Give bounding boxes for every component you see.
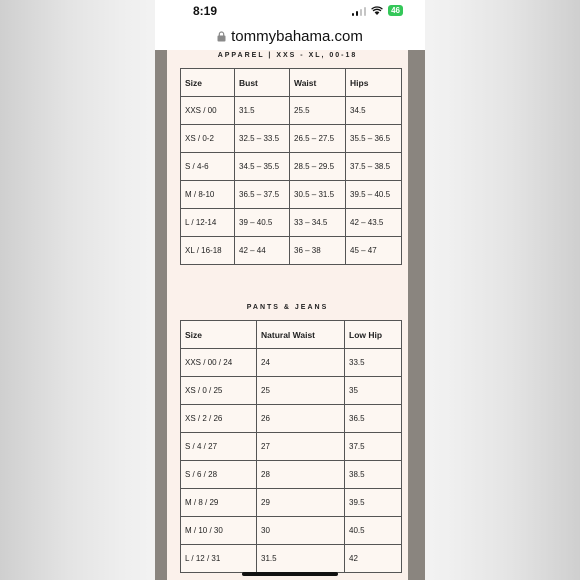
- table-cell: S / 6 / 28: [181, 461, 257, 489]
- table-cell: 37.5: [345, 433, 402, 461]
- table-cell: 36 – 38: [290, 237, 346, 265]
- table-cell: 28: [257, 461, 345, 489]
- table-cell: 30: [257, 517, 345, 545]
- status-icons: [352, 5, 403, 16]
- table-cell: 35.5 – 36.5: [346, 125, 402, 153]
- header-bust: Bust: [235, 69, 290, 97]
- header-natural-waist: Natural Waist: [257, 321, 345, 349]
- table-cell: 25: [257, 377, 345, 405]
- table-row: [181, 545, 402, 573]
- table-row: [181, 377, 402, 405]
- table-cell: 35: [345, 377, 402, 405]
- page-content[interactable]: [155, 50, 425, 580]
- table-cell: XS / 0-2: [181, 125, 235, 153]
- table-cell: XXS / 00 / 24: [181, 349, 257, 377]
- header-size: Size: [181, 69, 235, 97]
- table-cell: 31.5: [235, 97, 290, 125]
- table-cell: 34.5: [346, 97, 402, 125]
- table-cell: 38.5: [345, 461, 402, 489]
- table-cell: M / 8 / 29: [181, 489, 257, 517]
- address-bar[interactable]: [155, 22, 425, 50]
- table-cell: XXS / 00: [181, 97, 235, 125]
- table-cell: XL / 16-18: [181, 237, 235, 265]
- table-cell: 34.5 – 35.5: [235, 153, 290, 181]
- table-cell: 39 – 40.5: [235, 209, 290, 237]
- table-cell: L / 12-14: [181, 209, 235, 237]
- table-cell: 42 – 44: [235, 237, 290, 265]
- table-cell: 33.5: [345, 349, 402, 377]
- table-cell: 39.5 – 40.5: [346, 181, 402, 209]
- table-cell: 42: [345, 545, 402, 573]
- table-cell: S / 4 / 27: [181, 433, 257, 461]
- apparel-size-table: [180, 68, 402, 265]
- table-cell: 24: [257, 349, 345, 377]
- table-row: [181, 517, 402, 545]
- apparel-section-title: APPAREL | XXS - XL, 00-18: [217, 52, 358, 59]
- lock-icon: [217, 31, 226, 42]
- cellular-signal-icon: [352, 6, 367, 16]
- table-row: [181, 349, 402, 377]
- status-bar: [155, 0, 425, 22]
- table-row: [181, 181, 402, 209]
- table-cell: M / 8-10: [181, 181, 235, 209]
- header-size: Size: [181, 321, 257, 349]
- table-cell: 26: [257, 405, 345, 433]
- table-header-row: [181, 69, 402, 97]
- table-cell: XS / 0 / 25: [181, 377, 257, 405]
- url-text[interactable]: tommybahama.com: [231, 27, 363, 45]
- table-row: [181, 433, 402, 461]
- table-cell: 26.5 – 27.5: [290, 125, 346, 153]
- table-cell: 36.5 – 37.5: [235, 181, 290, 209]
- table-cell: 28.5 – 29.5: [290, 153, 346, 181]
- table-row: [181, 125, 402, 153]
- table-cell: 40.5: [345, 517, 402, 545]
- pants-size-table: [180, 320, 402, 573]
- table-row: [181, 209, 402, 237]
- table-header-row: [181, 321, 402, 349]
- table-row: [181, 405, 402, 433]
- table-cell: 29: [257, 489, 345, 517]
- table-cell: 39.5: [345, 489, 402, 517]
- table-row: [181, 153, 402, 181]
- table-cell: M / 10 / 30: [181, 517, 257, 545]
- table-row: [181, 237, 402, 265]
- pants-section-title: PANTS & JEANS: [246, 304, 329, 311]
- battery-icon: 46: [388, 5, 403, 16]
- table-cell: 45 – 47: [346, 237, 402, 265]
- table-cell: 31.5: [257, 545, 345, 573]
- table-cell: S / 4-6: [181, 153, 235, 181]
- table-cell: L / 12 / 31: [181, 545, 257, 573]
- table-row: [181, 461, 402, 489]
- table-cell: 30.5 – 31.5: [290, 181, 346, 209]
- table-row: [181, 489, 402, 517]
- table-cell: 27: [257, 433, 345, 461]
- table-cell: 42 – 43.5: [346, 209, 402, 237]
- table-cell: XS / 2 / 26: [181, 405, 257, 433]
- home-indicator[interactable]: [242, 572, 338, 576]
- header-waist: Waist: [290, 69, 346, 97]
- wifi-icon: [371, 6, 383, 15]
- table-cell: 36.5: [345, 405, 402, 433]
- size-chart-sheet: [167, 50, 408, 580]
- table-row: [181, 97, 402, 125]
- table-cell: 33 – 34.5: [290, 209, 346, 237]
- status-time: 8:19: [193, 4, 218, 18]
- header-low-hip: Low Hip: [345, 321, 402, 349]
- header-hips: Hips: [346, 69, 402, 97]
- table-cell: 25.5: [290, 97, 346, 125]
- phone-screen: [155, 0, 425, 580]
- table-cell: 37.5 – 38.5: [346, 153, 402, 181]
- table-cell: 32.5 – 33.5: [235, 125, 290, 153]
